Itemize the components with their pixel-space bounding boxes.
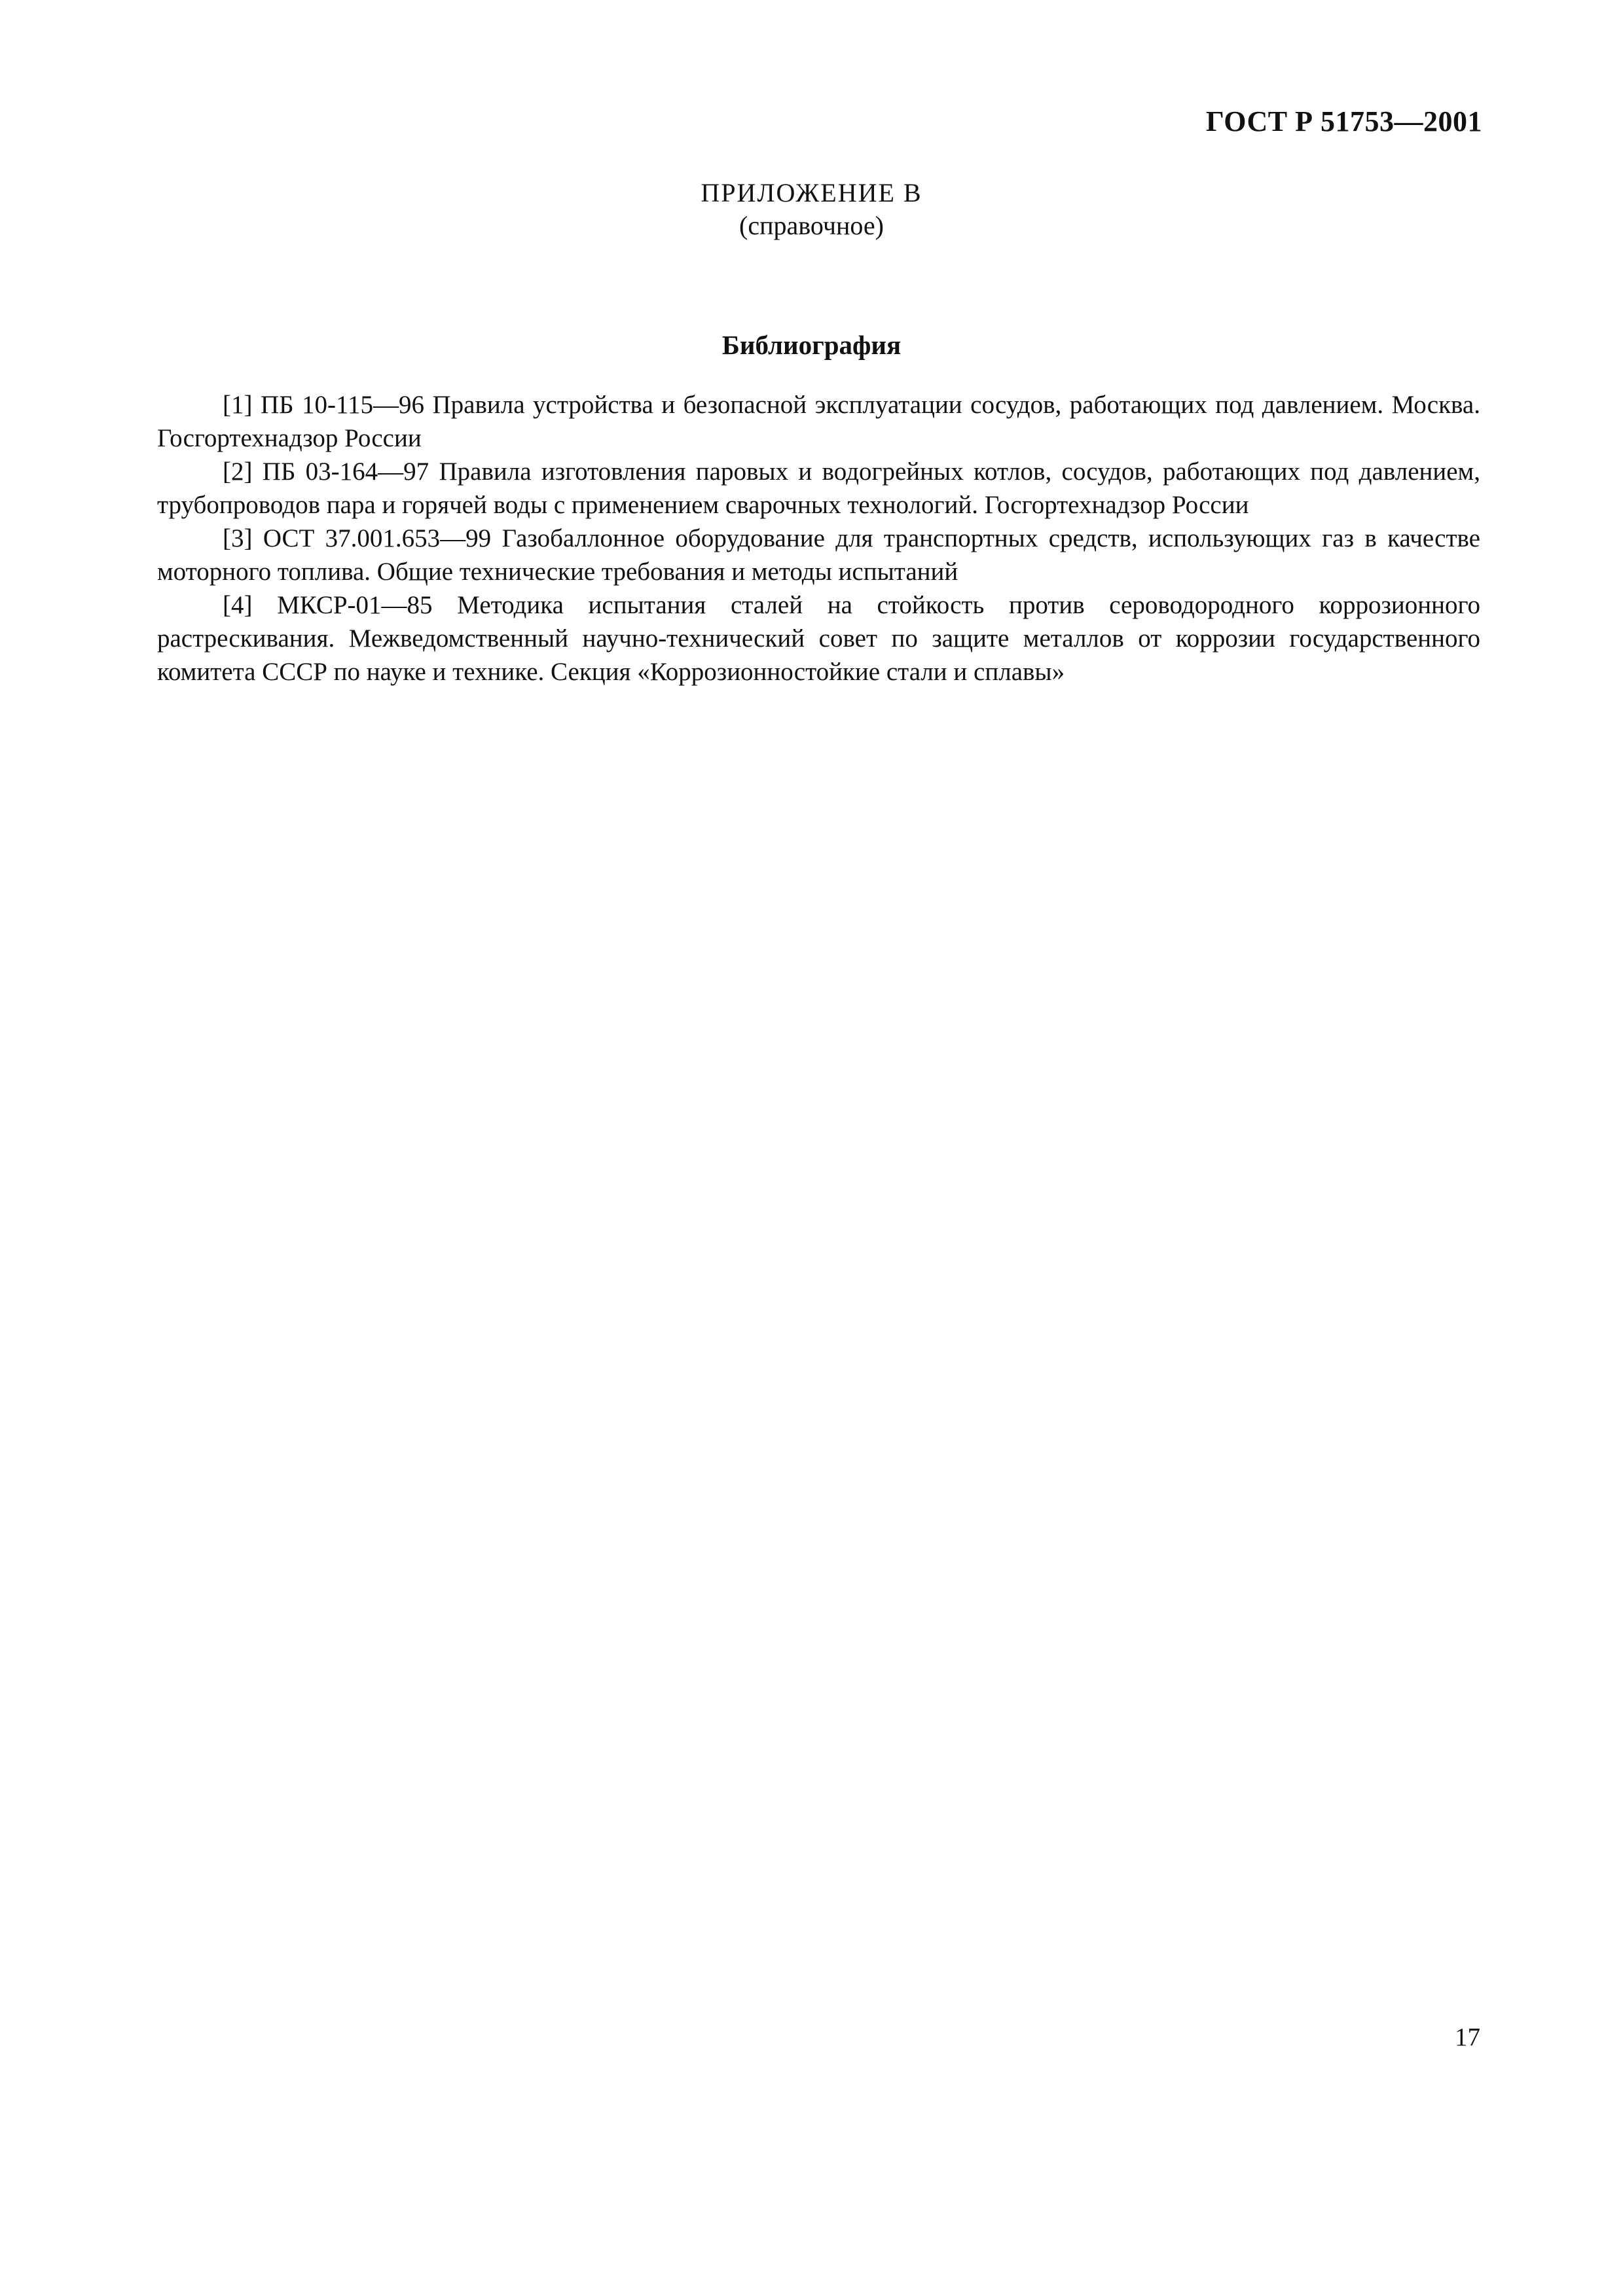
bibliography-entry: [2] ПБ 03-164—97 Правила изготовления паровых и водогрейных котлов, сосудов, работающих под давлением, трубопроводов пара и горячей воды с применением сварочных технологий. Госгортехнадзор России — [157, 457, 1480, 519]
bibliography-entry: [3] ОСТ 37.001.653—99 Газобаллонное оборудование для транспортных средств, использующих газ в качестве моторного топлива. Общие технические требования и методы испытаний — [157, 524, 1480, 586]
document-standard-code: ГОСТ Р 51753—2001 — [1205, 105, 1482, 137]
appendix-subtitle: (справочное) — [739, 211, 884, 240]
appendix-title: ПРИЛОЖЕНИЕ В — [701, 178, 922, 207]
bibliography-list — [157, 388, 1480, 689]
appendix-heading — [0, 177, 1623, 242]
section-title: Библиография — [721, 330, 902, 360]
bibliography-entry: [4] МКСР-01—85 Методика испытания сталей на стойкость против сероводородного коррозионного растрескивания. Межведомственный научно-технический совет по защите металлов от коррозии государственного комитета СССР по науке и технике. Секция «Коррозионностойкие стали и сплавы» — [157, 591, 1480, 686]
page-number: 17 — [1455, 2023, 1480, 2051]
bibliography-entry: [1] ПБ 10-115—96 Правила устройства и безопасной эксплуатации сосудов, работающих под давлением. Москва. Госгортехнадзор России — [157, 391, 1480, 452]
